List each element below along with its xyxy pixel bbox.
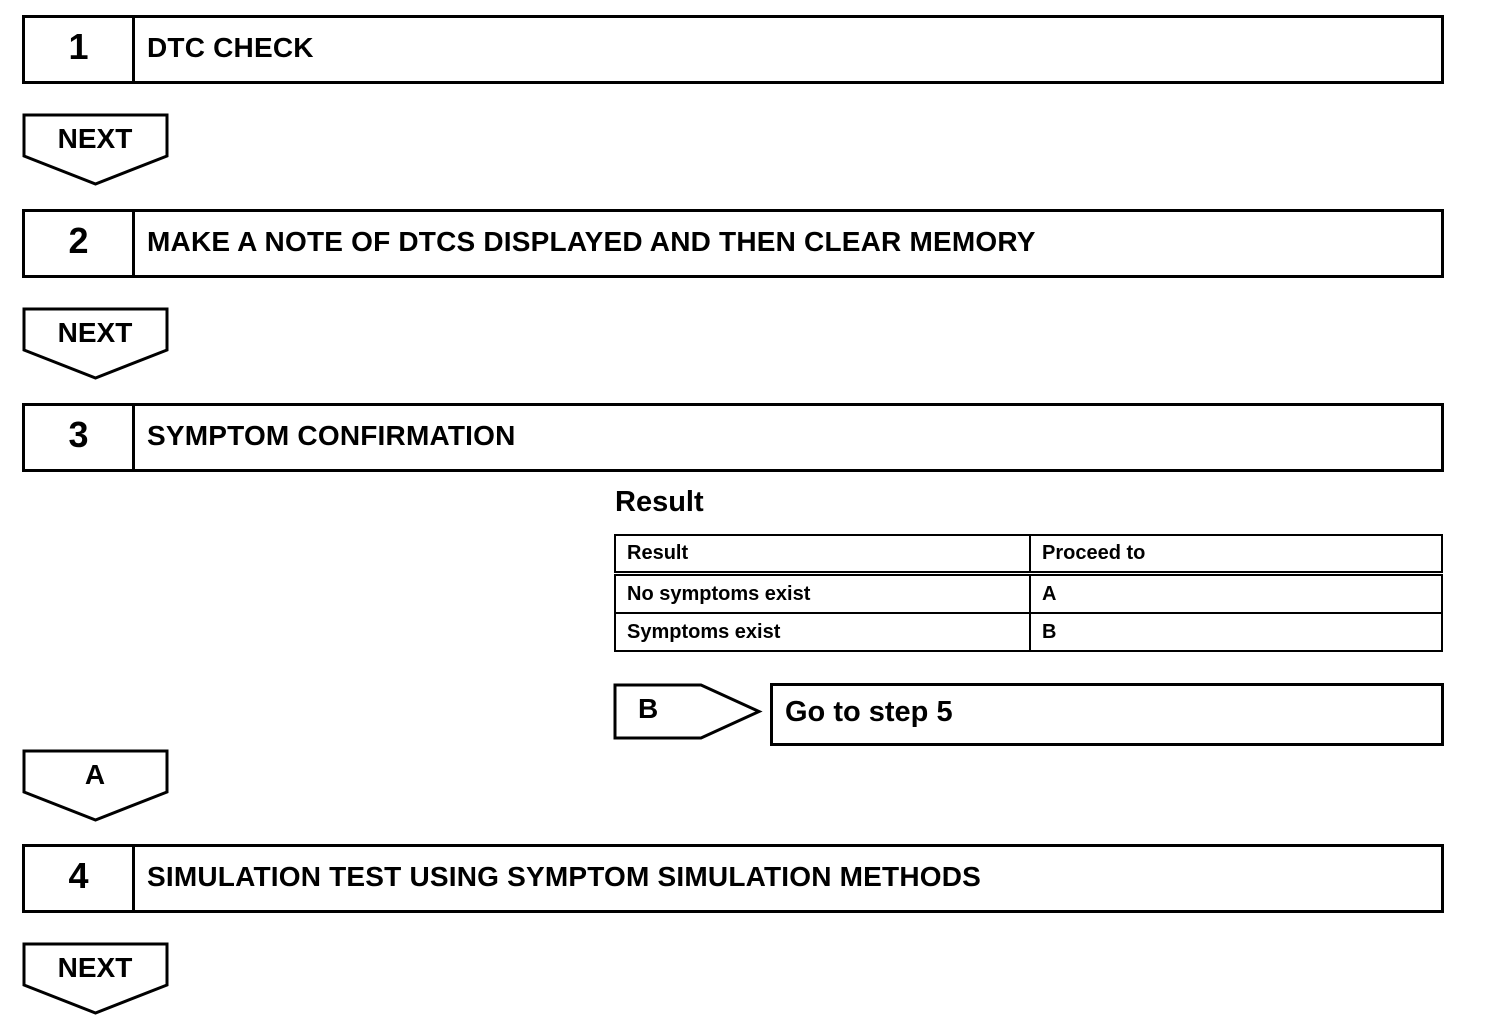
proceed-cell: A [1030, 574, 1442, 614]
step-4-box [22, 844, 1444, 913]
result-cell: No symptoms exist [615, 574, 1030, 614]
column-header: Result [615, 535, 1030, 574]
arrow-label: NEXT [57, 952, 133, 983]
arrow-label: NEXT [57, 123, 133, 154]
table-header-row [615, 535, 1442, 574]
step-number: 2 [25, 212, 135, 275]
step-number: 3 [25, 406, 135, 469]
branch-a-arrow [22, 749, 172, 823]
column-header: Proceed to [1030, 535, 1442, 574]
step-number: 1 [25, 18, 135, 81]
step-1-box [22, 15, 1444, 84]
table-row [615, 613, 1442, 651]
step-3-box [22, 403, 1444, 472]
result-table [614, 534, 1443, 652]
branch-b-arrow [613, 683, 765, 743]
next-arrow-4 [22, 942, 172, 1016]
step-title: SYMPTOM CONFIRMATION [147, 419, 516, 451]
step-title: DTC CHECK [147, 31, 314, 63]
step-title: MAKE A NOTE OF DTCS DISPLAYED AND THEN CLEAR MEMORY [147, 225, 1036, 257]
result-cell: Symptoms exist [615, 613, 1030, 651]
arrow-label: A [84, 759, 106, 790]
go-to-step-box: Go to step 5 [770, 683, 1444, 746]
step-2-box [22, 209, 1444, 278]
step-number: 4 [25, 847, 135, 910]
step-title: SIMULATION TEST USING SYMPTOM SIMULATION METHODS [147, 860, 982, 892]
proceed-cell: B [1030, 613, 1442, 651]
next-arrow-2 [22, 307, 172, 381]
table-row [615, 574, 1442, 614]
next-arrow-1 [22, 113, 172, 187]
right-arrow-icon [613, 683, 765, 743]
result-heading: Result [615, 486, 704, 518]
arrow-label: NEXT [57, 317, 133, 348]
arrow-label: B [638, 693, 659, 724]
